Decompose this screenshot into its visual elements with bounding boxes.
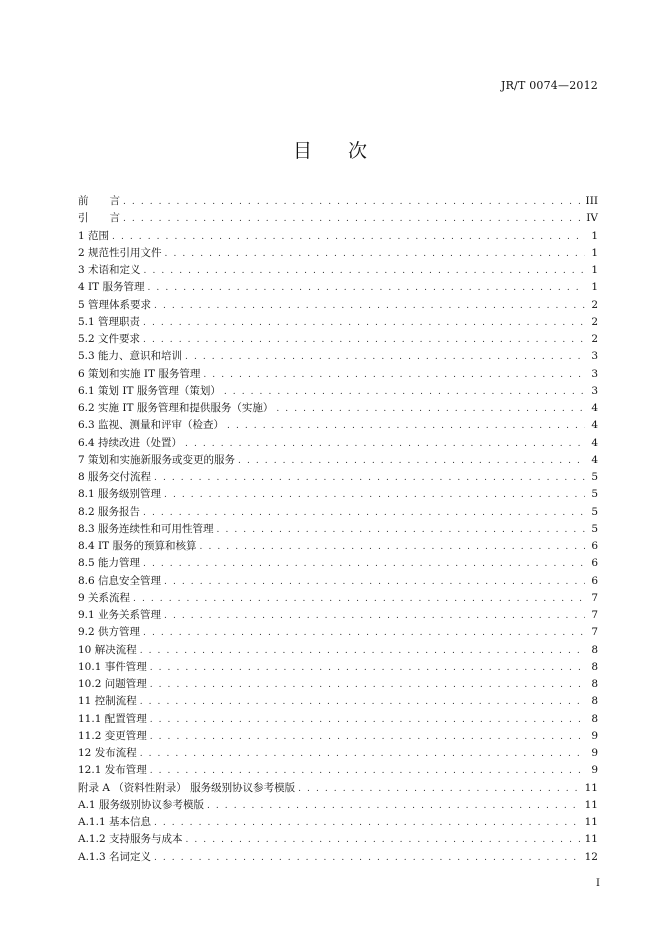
toc-entry-label: 2 规范性引用文件 [78,246,162,259]
toc-entry-label: 10.2 问题管理 [78,678,147,690]
toc-entry[interactable] [78,348,598,365]
toc-leader-dots [164,608,585,625]
toc-entry-label: 12 发布流程 [78,747,137,759]
toc-entry-page: 1 [591,246,598,259]
toc-leader-dots [164,487,585,504]
toc-leader-dots [143,315,585,332]
toc-leader-dots [150,729,585,746]
toc-entry[interactable] [78,659,598,676]
toc-entry-label: 9.2 供方管理 [78,626,141,639]
page-title [0,136,662,163]
toc-leader-dots [227,418,585,435]
toc-entry-label: 11.2 变更管理 [78,729,147,742]
toc-entry[interactable] [78,624,598,641]
toc-entry-page: 4 [591,453,598,466]
toc-leader-dots [164,574,585,591]
toc-leader-dots [123,194,583,211]
toc-entry-label: 12.1 发布管理 [78,764,147,777]
toc-entry-label: 6.2 实施 IT 服务管理和提供服务（实施） [78,402,274,414]
toc-entry[interactable] [78,193,598,210]
toc-entry-page: 9 [591,729,598,742]
toc-entry-page: 2 [591,298,598,311]
toc-entry-label: 8.4 IT 服务的预算和核算 [78,540,197,552]
toc-entry-label: 前 言 [78,195,120,207]
toc-entry-page: 3 [591,384,598,397]
toc-entry[interactable] [78,607,598,624]
toc-entry[interactable] [78,228,598,245]
toc-entry-label: 10 解决流程 [78,643,137,656]
toc-leader-dots [140,694,585,711]
toc-entry[interactable] [78,797,598,814]
toc-entry[interactable] [78,573,598,590]
toc-leader-dots [140,643,585,660]
toc-leader-dots [150,763,585,780]
toc-leader-dots [276,401,585,418]
toc-leader-dots [143,625,585,642]
toc-leader-dots [150,712,585,729]
toc-leader-dots [143,332,585,349]
toc-entry-page: 8 [591,643,598,656]
toc-entry-page: 5 [591,488,598,501]
toc-entry[interactable] [78,262,598,279]
toc-entry[interactable] [78,762,598,779]
toc-entry-page: 7 [591,626,598,639]
toc-entry[interactable] [78,693,598,710]
toc-entry-label: 11.1 配置管理 [78,712,147,725]
toc-entry[interactable] [78,780,598,797]
toc-leader-dots [207,798,582,815]
toc-leader-dots [217,522,585,539]
toc-entry[interactable] [78,297,598,314]
toc-entry-label: 9 关系流程 [78,591,131,604]
toc-entry-page: 11 [584,816,598,828]
toc-entry-page: 4 [591,436,598,449]
toc-entry-label: 8.5 能力管理 [78,557,141,570]
toc-entry-label: 10.1 事件管理 [78,660,147,673]
toc-entry-page: 5 [591,471,598,483]
page-number: I [596,878,600,889]
toc-entry[interactable] [78,452,598,469]
toc-entry[interactable] [78,400,598,417]
toc-entry[interactable] [78,831,598,848]
toc-entry[interactable] [78,676,598,693]
toc-entry[interactable] [78,538,598,555]
toc-entry-page: III [585,195,598,207]
toc-entry-page: 11 [584,781,598,794]
toc-leader-dots [298,781,582,798]
toc-leader-dots [185,832,581,849]
toc-entry-page: 11 [584,833,598,846]
toc-leader-dots [112,229,585,246]
toc-leader-dots [140,746,585,763]
toc-entry-label: 9.1 业务关系管理 [78,609,162,621]
toc-entry[interactable] [78,745,598,762]
toc-entry-label: 5.2 文件要求 [78,333,141,345]
toc-leader-dots [154,815,582,832]
toc-entry[interactable] [78,849,598,866]
toc-entry-label: 引 言 [78,212,120,225]
toc-leader-dots [123,211,583,228]
toc-entry-label: 3 术语和定义 [78,264,141,276]
toc-entry-label: 5.1 管理职责 [78,315,141,328]
toc-leader-dots [203,367,585,384]
toc-entry[interactable] [78,555,598,572]
toc-leader-dots [185,436,585,453]
toc-entry-label: 8.3 服务连续性和可用性管理 [78,522,214,535]
toc-entry-page: 6 [591,540,598,552]
toc-entry-label: 6 策划和实施 IT 服务管理 [78,367,201,380]
toc-entry-page: 5 [591,505,598,518]
toc-entry[interactable] [78,642,598,659]
toc-leader-dots [143,556,585,573]
title-char-2: 次 [348,140,370,162]
toc-entry-page: 9 [591,764,598,777]
toc-entry-label: A.1.3 名词定义 [78,850,151,863]
toc-entry-label: 6.1 策划 IT 服务管理（策划） [78,384,221,397]
toc-entry-page: 6 [591,574,598,587]
toc-entry[interactable] [78,245,598,262]
toc-leader-dots [154,470,585,487]
toc-leader-dots [144,263,585,280]
toc-entry[interactable] [78,435,598,452]
toc-entry[interactable] [78,314,598,331]
toc-entry[interactable] [78,590,598,607]
toc-entry-page: 2 [591,315,598,328]
toc-entry-page: 8 [591,712,598,725]
toc-entry-label: 5 管理体系要求 [78,298,152,311]
toc-entry[interactable] [78,469,598,486]
toc-leader-dots [133,591,585,608]
toc-leader-dots [238,453,585,470]
toc-entry-label: 4 IT 服务管理 [78,281,145,294]
toc-entry-page: 4 [591,402,598,414]
toc-leader-dots [148,280,585,297]
toc-leader-dots [154,850,582,867]
toc-entry-label: 附录 A （资料性附录） 服务级别协议参考模版 [78,781,296,794]
toc-entry[interactable] [78,383,598,400]
toc-entry-page: 7 [591,609,598,621]
toc-leader-dots [150,660,585,677]
toc-entry-page: 1 [591,281,598,294]
toc-entry-page: 1 [591,264,598,276]
toc-entry[interactable] [78,711,598,728]
toc-entry-page: 11 [584,798,598,811]
toc-entry[interactable] [78,814,598,831]
document-code: JR/T 0074—2012 [500,79,598,92]
toc-leader-dots [185,349,585,366]
toc-entry-label: 5.3 能力、意识和培训 [78,350,183,363]
toc-entry-page: 6 [591,557,598,570]
toc-entry-label: 6.3 监视、测量和评审（检查） [78,419,225,432]
toc-leader-dots [154,298,585,315]
toc-entry-label: 8 服务交付流程 [78,471,152,483]
toc-entry-page: 4 [591,419,598,432]
toc-entry[interactable] [78,486,598,503]
toc-entry-label: A.1.2 支持服务与成本 [78,833,183,846]
toc-leader-dots [143,505,585,522]
toc-entry-page: IV [586,212,598,225]
toc-entry-page: 8 [591,678,598,690]
toc-entry-label: 8.1 服务级别管理 [78,488,162,501]
toc-entry[interactable] [78,210,598,227]
toc-entry-page: 3 [591,367,598,380]
toc-entry-page: 2 [591,333,598,345]
toc-entry-label: 7 策划和实施新服务或变更的服务 [78,453,236,466]
toc-entry-label: A.1 服务级别协议参考模版 [78,798,204,811]
toc-entry-page: 9 [591,747,598,759]
toc-leader-dots [224,384,585,401]
toc-entry[interactable] [78,366,598,383]
table-of-contents [78,193,598,866]
toc-entry-page: 5 [591,522,598,535]
toc-entry[interactable] [78,331,598,348]
title-char-1: 目 [292,140,314,162]
toc-entry-label: 1 范围 [78,229,110,242]
toc-entry-page: 12 [584,850,598,863]
toc-entry-page: 7 [591,591,598,604]
toc-entry-label: 8.6 信息安全管理 [78,574,162,587]
toc-entry[interactable] [78,521,598,538]
toc-entry-label: A.1.1 基本信息 [78,816,151,828]
toc-entry-page: 1 [591,229,598,242]
toc-entry[interactable] [78,417,598,434]
toc-entry-label: 8.2 服务报告 [78,505,141,518]
toc-entry-page: 8 [591,660,598,673]
toc-entry[interactable] [78,728,598,745]
toc-entry-page: 3 [591,350,598,363]
toc-entry-label: 11 控制流程 [78,695,137,708]
toc-leader-dots [165,246,585,263]
toc-entry-page: 8 [591,695,598,708]
toc-leader-dots [150,677,585,694]
toc-entry[interactable] [78,279,598,296]
toc-entry[interactable] [78,504,598,521]
toc-entry-label: 6.4 持续改进（处置） [78,436,183,449]
toc-leader-dots [200,539,585,556]
